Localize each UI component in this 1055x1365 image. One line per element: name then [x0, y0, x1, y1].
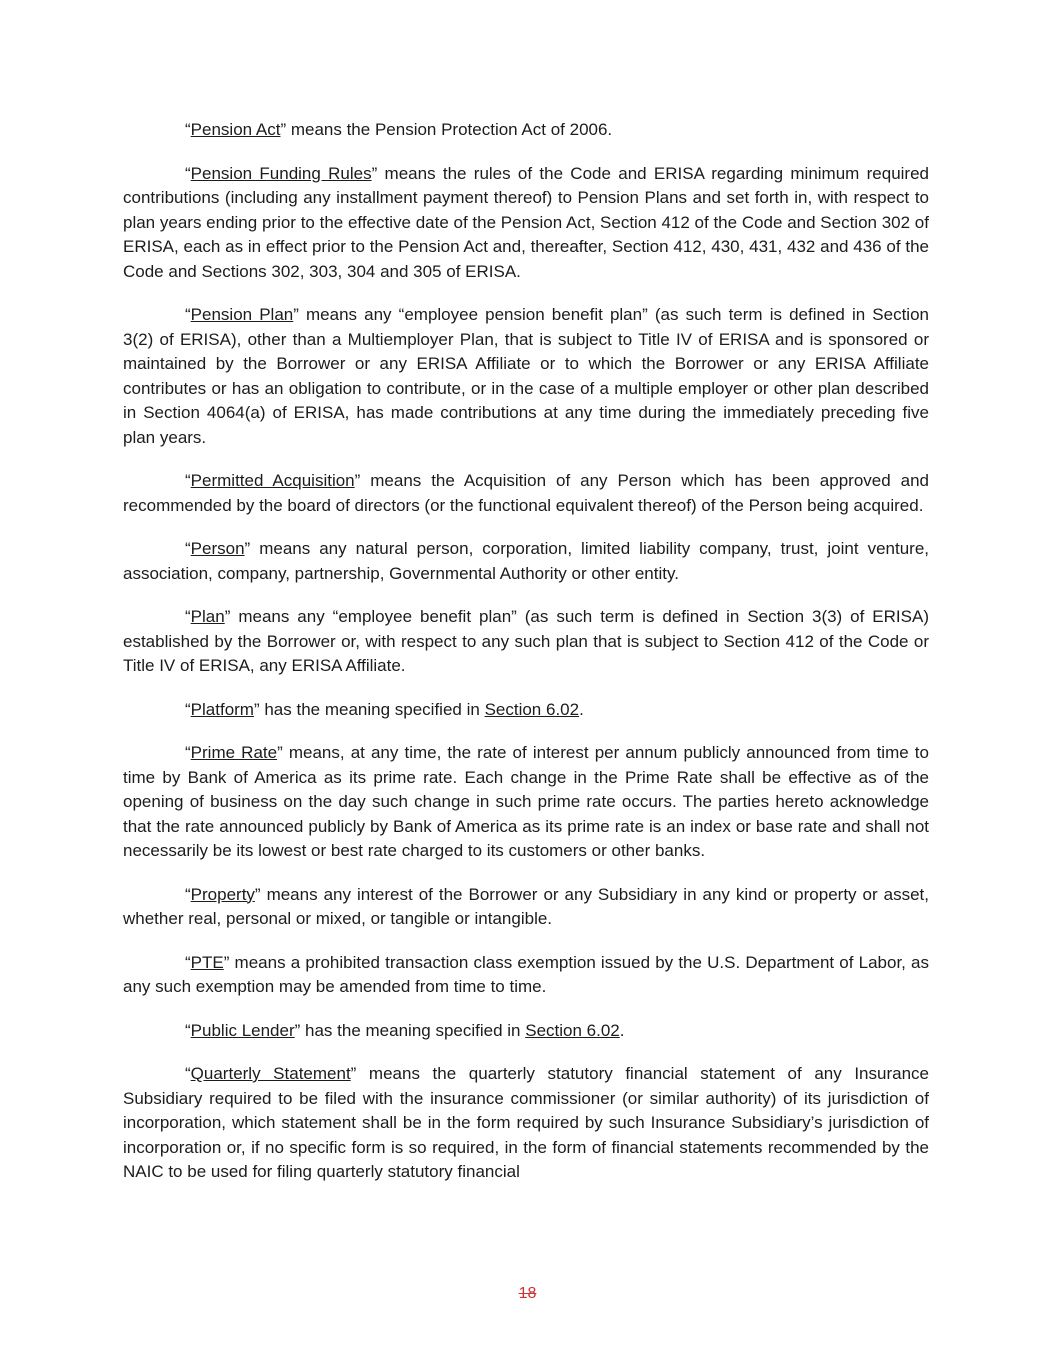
body-text: “: [185, 884, 191, 904]
body-text: ” means the quarterly statutory financial statement of any Insurance Subsidiary required to be filed with the insurance commissioner (or similar authority) of its jurisdiction of incorporation, which statement shall be in the form required by such Insurance Subsidiary’s jurisdiction of incorporation or, if no specific form is so required, in the form of financial statements recommended by the NAIC to be used for filing quarterly statutory financial: [123, 1064, 929, 1181]
definition-pension-act: [123, 118, 929, 143]
definition-prime-rate: [123, 741, 929, 864]
definition-platform: [123, 698, 929, 723]
definition-plan: [123, 605, 929, 679]
body-text: ” has the meaning specified in: [294, 1020, 526, 1040]
body-text: “: [185, 305, 191, 324]
body-text: ” means any “employee pension benefit plan” (as such term is defined in Section 3(2) of ERISA), other than a Multiemployer Plan, that is subject to Title IV of ERISA and is sponsored or maintained by the Borrower or any ERISA Affiliate or to which the Borrower or any ERISA Affiliate contributes or has an obligation to contribute, or in the case of a multiple employer or other plan described in Section 4064(a) of ERISA, has made contributions at any time during the immediately preceding five plan years.: [123, 305, 929, 447]
defined-term: Permitted Acquisition: [190, 471, 355, 490]
definition-pte: [123, 951, 929, 1000]
body-text: ” means any natural person, corporation, limited liability company, trust, joint venture, association, company, partnership, Governmental Authority or other entity.: [123, 539, 929, 583]
definition-permitted-acquisition: [123, 469, 929, 518]
definition-quarterly-statement: [123, 1062, 929, 1185]
body-text: “: [185, 1064, 191, 1083]
body-text: “: [185, 163, 191, 183]
body-text: “: [185, 699, 191, 719]
document-body: [123, 118, 929, 1204]
body-text: ” means the Acquisition of any Person which has been approved and recommended by the board of directors (or the functional equivalent thereof) of the Person being acquired.: [123, 471, 929, 515]
definition-pension-plan: [123, 303, 929, 450]
body-text: ” means the rules of the Code and ERISA regarding minimum required contributions (including any installment payment thereof) to Pension Plans and set forth in, with respect to plan years ending prior to the effective date of the Pension Act, Section 412 of the Code and Section 302 of ERISA, each as in effect prior to the Pension Act and, thereafter, Section 412, 430, 431, 432 and 436 of the Code and Sections 302, 303, 304 and 305 of ERISA.: [123, 163, 929, 281]
body-text: “: [185, 607, 191, 626]
defined-term: Pension Act: [190, 120, 281, 139]
body-text: “: [185, 743, 191, 762]
body-text: “: [185, 120, 191, 139]
defined-term: Plan: [190, 607, 225, 626]
defined-term: Pension Funding Rules: [190, 163, 372, 183]
definition-property: [123, 883, 929, 932]
body-text: “: [185, 471, 191, 490]
section-reference: Section 6.02: [525, 1020, 620, 1040]
definition-public-lender: [123, 1019, 929, 1044]
body-text: ” means the Pension Protection Act of 2006.: [280, 120, 613, 139]
body-text: ” has the meaning specified in: [253, 699, 485, 719]
body-text: ” means, at any time, the rate of interest per annum publicly announced from time to time by Bank of America as its prime rate. Each change in the Prime Rate shall be effective as of the opening of business on the day such change in such prime rate occurs. The parties hereto acknowledge that the rate announced publicly by Bank of America as its prime rate is an index or base rate and shall not necessarily be its lowest or best rate charged to its customers or other banks.: [123, 743, 929, 860]
defined-term: Public Lender: [190, 1020, 295, 1040]
defined-term: Prime Rate: [190, 743, 278, 762]
definition-pension-funding-rules: [123, 162, 929, 285]
section-reference: Section 6.02: [484, 699, 580, 719]
body-text: “: [185, 539, 191, 558]
body-text: “: [185, 952, 191, 972]
defined-term: PTE: [190, 952, 224, 972]
defined-term: Platform: [190, 699, 254, 719]
definition-person: [123, 537, 929, 586]
defined-term: Pension Plan: [190, 305, 294, 324]
defined-term: Quarterly Statement: [190, 1064, 351, 1083]
defined-term: Property: [190, 884, 255, 904]
body-text: .: [619, 1020, 625, 1040]
body-text: “: [185, 1020, 191, 1040]
body-text: .: [579, 699, 584, 719]
body-text: ” means any “employee benefit plan” (as such term is defined in Section 3(3) of ERISA) established by the Borrower or, with respect to any such plan that is subject to Section 412 of the Code or Title IV of ERISA, any ERISA Affiliate.: [123, 607, 929, 675]
defined-term: Person: [190, 539, 245, 558]
body-text: ” means any interest of the Borrower or any Subsidiary in any kind or property or asset, whether real, personal or mixed, or tangible or intangible.: [123, 884, 929, 928]
page-number: 18: [518, 1285, 537, 1302]
body-text: ” means a prohibited transaction class exemption issued by the U.S. Department of Labor, as any such exemption may be amended from time to time.: [123, 952, 929, 996]
